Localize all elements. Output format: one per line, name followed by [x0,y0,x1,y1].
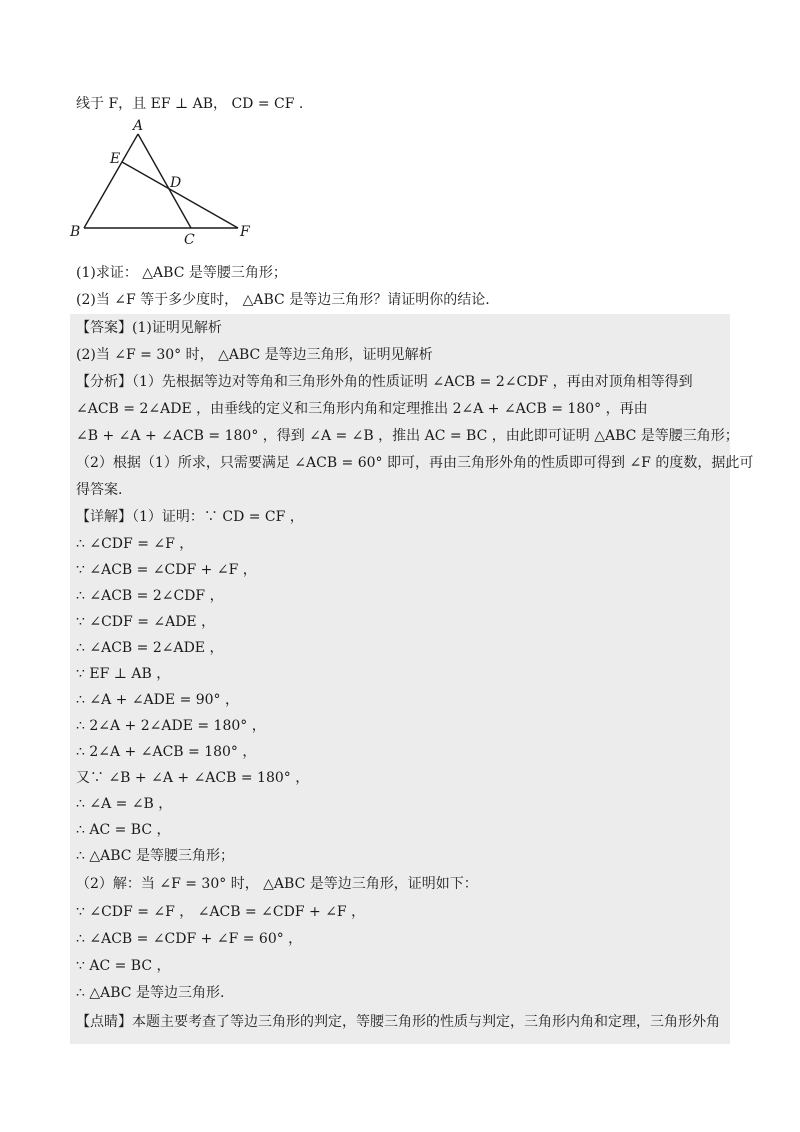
answer-1: 【答案】(1)证明见解析 [76,320,222,336]
label-A: A [133,118,144,134]
analysis-line: ∠B + ∠A + ∠ACB = 180° ，得到 ∠A = ∠B ，推出 AC = BC ，由此即可证明 △ABC 是等腰三角形； [76,428,739,444]
label-B: B [70,224,81,240]
analysis-line: 【分析】（1）先根据等边对等角和三角形外角的性质证明 ∠ACB = 2∠CDF ，再由对顶角相等得到 [76,374,693,390]
analysis-line: （2）根据（1）所求，只需要满足 ∠ACB = 60° 即可，再由三角形外角的性质即可得到 ∠F 的度数，据此可 [76,455,754,471]
triangle-figure [66,116,266,246]
proof-line: ∴ 2∠A + ∠ACB = 180° ， [76,744,257,760]
answer-2: (2)当 ∠F = 30° 时， △ABC 是等边三角形，证明见解析 [76,347,433,363]
segment-AC [138,134,191,228]
segment-EF [122,162,238,228]
problem-continuation: 线于 F，且 EF ⊥ AB， CD = CF . [76,96,304,112]
comment-line: 【点睛】本题主要考查了等边三角形的判定，等腰三角形的性质与判定，三角形内角和定理，三角形外角 [76,1014,720,1030]
proof-line: ∵ ∠CDF = ∠ADE ， [76,614,216,630]
label-C: C [184,232,195,246]
segment-AB [84,134,138,228]
proof-line: ∴ ∠ACB = 2∠CDF ， [76,588,224,604]
proof-line: ∴ ∠ACB = 2∠ADE ， [76,640,224,656]
label-F: F [240,224,250,240]
question-1: (1)求证： △ABC 是等腰三角形； [76,265,287,281]
proof-line: ∵ EF ⊥ AB ， [76,666,171,682]
label-D: D [170,175,182,191]
proof-line: ∵ ∠ACB = ∠CDF + ∠F ， [76,562,257,578]
proof-line: （2）解：当 ∠F = 30° 时， △ABC 是等边三角形，证明如下： [76,876,478,892]
proof-line: ∴ 2∠A + 2∠ADE = 180° ， [76,718,266,734]
analysis-line: ∠ACB = 2∠ADE ，由垂线的定义和三角形内角和定理推出 2∠A + ∠ACB = 180° ，再由 [76,401,648,417]
proof-line: ∴ △ABC 是等腰三角形； [76,848,234,864]
proof-line: ∴ AC = BC ， [76,822,171,838]
proof-line: ∴ ∠ACB = ∠CDF + ∠F = 60° ， [76,931,303,947]
question-2: (2)当 ∠F 等于多少度时， △ABC 是等边三角形？请证明你的结论. [76,292,490,308]
proof-line: 【详解】（1）证明：∵ CD = CF ， [76,509,304,525]
proof-line: ∴ ∠A + ∠ADE = 90° ， [76,692,240,708]
proof-line: ∴ △ABC 是等边三角形. [76,985,225,1001]
proof-line: ∴ ∠A = ∠B ， [76,796,173,812]
proof-line: ∴ ∠CDF = ∠F ， [76,536,194,552]
analysis-line: 得答案. [76,482,123,498]
proof-line: ∵ AC = BC ， [76,958,171,974]
label-E: E [110,151,121,167]
proof-line: ∵ ∠CDF = ∠F ， ∠ACB = ∠CDF + ∠F ， [76,904,366,920]
proof-line: 又∵ ∠B + ∠A + ∠ACB = 180° ， [76,770,310,786]
